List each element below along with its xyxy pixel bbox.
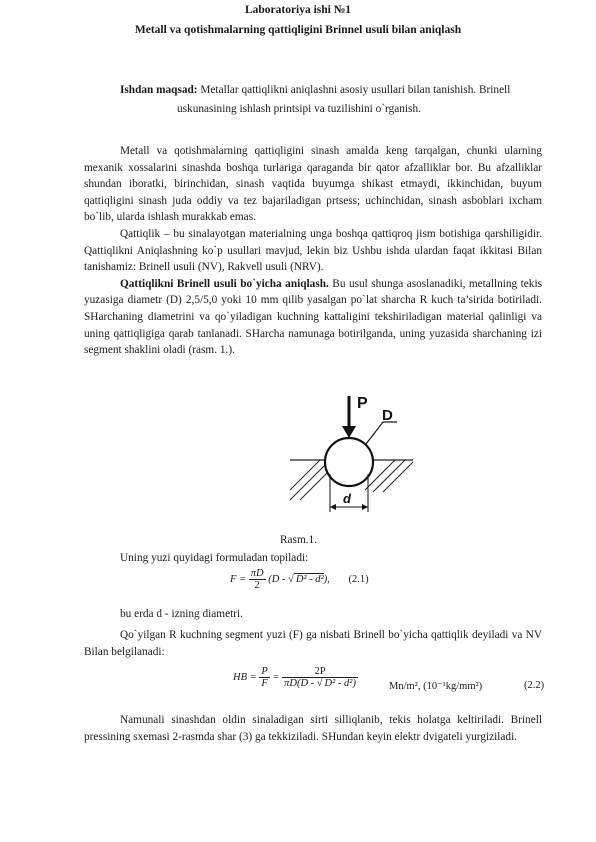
paragraph-3-heading: Qattiqlikni Brinell usuli bo`yicha aniqlash. [120,277,329,290]
paragraph-4-block [84,627,542,660]
print-diameter-label: d [343,491,351,506]
aim-label: Ishdan maqsad: [120,84,198,96]
aim-line-1 [120,84,510,96]
paragraph-3-text: Bu usul shunga asoslanadiki, metallning tekis yuzasiga diametr (D) 2,5/5,0 yoki 10 mm qilib yasalgan po`lat sharcha R kuch ta’sirida botiriladi. SHarchaning diametrini va qo`yiladigan kuchning kattaligini tekshiriladigan material qalinligi va uning qattiqligiga qarab tanlanadi. SHarcha namunaga botirilganda, uning yuzasida sharchaning izi segment shaklini oladi (rasm. 1.). [84,277,542,357]
brinell-ball-diagram [285,362,415,527]
formula-2-1: F = $\frac{\pi D}{2}$ (D - √ D² - d²), (2.1) [230,568,369,591]
paragraph-4: Qo`yilgan R kuchning segment yuzi (F) ga nisbati Brinell bo`yicha qattiqlik deyiladi va NV Bilan belgilanadi: [84,629,542,658]
steel-ball [325,438,373,486]
paragraph-1: Metall va qotishmalarning qattiqligini sinash amalda keng tarqalgan, chunki ularning mexanik xossalarini sinashda boshqa turlariga qaraganda bir qator afzalliklar bor. Bu afzalliklar shundan iboratki, birinchidan, sinash vaqtida buyumga shikast etmaydi, ikkinchidan, buyum qattiqligini sinash juda oddiy va tez bajariladigan prtsess; uchinchidan, sinash asboblari ixcham bo`lib, ularda ishlash murakkab emas. [84,145,542,224]
paragraph-5-block [84,712,542,745]
paragraph-5: Namunali sinashdan oldin sinaladigan sirti silliqlanib, tekis holatga keltiriladi. Brinell pressining sxemasi 2-rasmda shar (3) ga tekkiziladi. SHundan keyin elektr dvigateli yurgiziladi. [84,714,542,743]
force-arrow-head [342,426,356,438]
diameter-leader [366,422,383,444]
aim-line-2: uskunasining ishlash printsipi va tuzilishini o`rganish. [177,103,421,115]
ball-diameter-label: D [382,407,393,424]
formula-2-2-units: Mn/m², (10⁻¹kg/mm²) [389,681,483,692]
paragraph-2: Qattiqlik – bu sinalayotgan materialning unga boshqa qattiqroq jism botishiga qarshiligidir. Qattiqlikni Aniqlashning ko`p usullari mavjud, lekin biz Ushbu ishda ulardan faqat ikkitasi Bilan tanishamiz: Brinell usuli (NV), Rakvell usuli (NRV). [84,227,542,274]
formula-2-2-number: (2.2) [524,680,545,691]
body-text [84,143,542,359]
lab-subtitle: Metall va qotishmalarning qattiqligini Brinnel usuli bilan aniqlash [134,24,462,36]
formula-intro: Uning yuzi quyidagi formuladan topiladi: [120,552,309,564]
figure-caption: Rasm.1. [280,534,318,546]
paragraph-3 [84,276,542,359]
formula-2-1-number: (2.1) [348,573,369,585]
where-text: bu erda d - izning diametri. [120,608,243,620]
lab-title: Laboratoriya ishi №1 [244,4,352,16]
force-label: P [357,395,368,412]
formula-2-2: HB = $\frac{P}{F}$ = $\frac{2P}{\text{πD(D - √ D² - d²)}}$ [233,666,356,689]
aim-text-1: Metallar qattiqlikni aniqlashni asosiy usullari bilan tanishish. Brinell [197,84,511,96]
